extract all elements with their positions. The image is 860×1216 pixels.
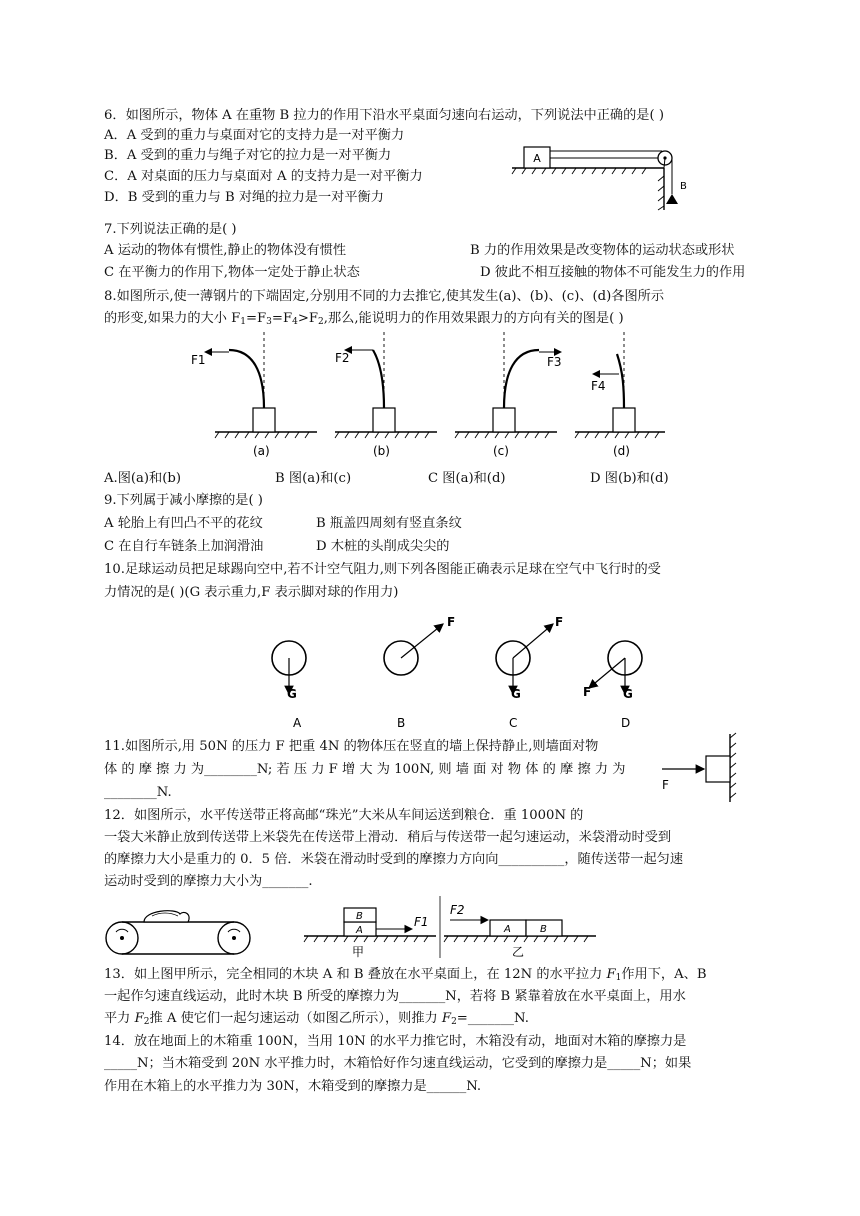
q13-line2: 一起作匀速直线运动，此时木块 B 所受的摩擦力为_______N，若将 B 紧靠着放在水平桌面上，用水 xyxy=(104,989,686,1004)
q13-figure-jia xyxy=(304,908,436,959)
q10-d-g: G xyxy=(623,687,633,701)
q10-label-c: C xyxy=(509,716,518,730)
q10-c-g: G xyxy=(511,687,521,701)
q10-label-a: A xyxy=(293,716,302,730)
q11-wall-figure xyxy=(660,732,740,804)
q9-option-d: D 木桩的头削成尖尖的 xyxy=(316,539,450,554)
q8-option-b: B 图(a)和(c) xyxy=(275,471,352,486)
q13-force-f2: F2 xyxy=(450,903,465,917)
q7-option-d: D 彼此不相互接触的物体不可能发生力的作用 xyxy=(480,265,746,280)
q8-option-c: C 图(a)和(d) xyxy=(428,471,506,486)
q8-force-f3: F3 xyxy=(547,355,562,369)
q9-option-a: A 轮胎上有凹凸不平的花纹 xyxy=(104,516,263,531)
q12-line4: 运动时受到的摩擦力大小为_______. xyxy=(104,874,313,889)
q6-option-a: A．A 受到的重力与桌面对它的支持力是一对平衡力 xyxy=(104,128,405,143)
q12-line2: 一袋大米静止放到传送带上米袋先在传送带上滑动．稍后与传送带一起匀速运动，米袋滑动时受到 xyxy=(104,830,672,845)
q7-stem: 7.下列说法正确的是( ) xyxy=(104,222,237,237)
q6-fig-label-b: B xyxy=(680,181,687,192)
q13-label-yi: 乙 xyxy=(512,945,525,959)
q14-line3: 作用在木箱上的水平推力为 30N，木箱受到的摩擦力是______N. xyxy=(104,1079,482,1094)
q12-line3: 的摩擦力大小是重力的 0．5 倍．米袋在滑动时受到的摩擦力方向向__________，随传送带一起匀速 xyxy=(104,852,684,867)
q7-option-a: A 运动的物体有惯性,静止的物体没有惯性 xyxy=(104,243,347,258)
q13-line1: 13．如上图甲所示，完全相同的木块 A 和 B 叠放在水平桌面上，在 12N 的水平拉力 $F_1$作用下，A、B xyxy=(104,967,707,983)
q13-blocks-figure xyxy=(300,896,760,960)
q13-figure-yi xyxy=(444,903,596,959)
q10-b-f: F xyxy=(447,615,456,629)
q10-stem-line1: 10.足球运动员把足球踢向空中,若不计空气阻力,则下列各图能正确表示足球在空气中飞行时的受 xyxy=(104,562,661,577)
q6-option-b: B．A 受到的重力与绳子对它的拉力是一对平衡力 xyxy=(104,148,392,163)
q14-line2: _____N；当木箱受到 20N 水平推力时，木箱恰好作匀速直线运动，它受到的摩擦力是_____N；如果 xyxy=(104,1056,692,1071)
q7-option-c: C 在平衡力的作用下,物体一定处于静止状态 xyxy=(104,265,360,280)
q13-jia-label-a: A xyxy=(356,925,363,936)
q10-stem-line2: 力情况的是( )(G 表示重力,F 表示脚对球的作用力) xyxy=(104,585,399,600)
q12-conveyor-figure xyxy=(100,898,260,962)
q8-label-a: (a) xyxy=(253,444,270,458)
q8-force-f1: F1 xyxy=(191,353,206,367)
q10-label-d: D xyxy=(621,716,631,730)
q8-figure-d xyxy=(575,332,665,458)
q9-option-c: C 在自行车链条上加润滑油 xyxy=(104,539,264,554)
q8-label-c: (c) xyxy=(493,444,509,458)
q8-figure-a xyxy=(191,332,317,458)
q8-option-d: D 图(b)和(d) xyxy=(590,471,669,486)
q8-force-f2: F2 xyxy=(335,351,350,365)
q10-a-g: G xyxy=(287,687,297,701)
q11-line3: ________N. xyxy=(104,785,172,800)
q8-stem-line2: 的形变,如果力的大小 $F_1=F_3=F_4>F_2$,那么,能说明力的作用效果跟力的方向有关的图是( ) xyxy=(104,311,624,327)
q10-option-d-figure xyxy=(583,641,642,730)
q13-yi-label-a: A xyxy=(504,924,511,935)
q11-line1: 11.如图所示,用 50N 的压力 F 把重 4N 的物体压在竖直的墙上保持静止,则墙面对物 xyxy=(104,739,599,754)
q13-jia-label-b: B xyxy=(356,911,363,922)
q6-stem: 6．如图所示，物体 A 在重物 B 拉力的作用下沿水平桌面匀速向右运动，下列说法中正确的是( ) xyxy=(104,108,664,123)
q13-force-f1: F1 xyxy=(414,915,429,929)
q11-force-f: F xyxy=(662,778,669,792)
q13-line3: 平力 $F_2$推 A 使它们一起匀速运动（如图乙所示），则推力 $F_2=\_\_\_\_\_\_\_N$. xyxy=(104,1011,529,1027)
q9-stem: 9.下列属于减小摩擦的是( ) xyxy=(104,493,263,508)
q10-label-b: B xyxy=(397,716,406,730)
q8-force-f4: F4 xyxy=(591,379,606,393)
q10-force-diagram xyxy=(255,610,665,730)
q8-stem-line1: 8.如图所示,使一薄钢片的下端固定,分别用不同的力去推它,使其发生(a)、(b)、(c)、(d)各图所示 xyxy=(104,289,665,304)
q12-rice-bag xyxy=(144,911,189,922)
q7-option-b: B 力的作用效果是改变物体的运动状态或形状 xyxy=(470,243,735,258)
q9-option-b: B 瓶盖四周刻有竖直条纹 xyxy=(316,516,462,531)
q13-yi-label-b: B xyxy=(540,924,547,935)
q13-label-jia: 甲 xyxy=(352,945,365,959)
q10-d-f: F xyxy=(583,685,592,699)
q8-label-b: (b) xyxy=(373,444,390,458)
q11-block xyxy=(706,756,730,782)
q10-c-f: F xyxy=(555,615,564,629)
q6-pulley-figure xyxy=(512,138,692,210)
q10-option-c-figure xyxy=(496,615,563,730)
q8-label-d: (d) xyxy=(613,444,630,458)
q8-figure-c xyxy=(455,332,562,458)
q6-option-c: C．A 对桌面的压力与桌面对 A 的支持力是一对平衡力 xyxy=(104,169,423,184)
q6-fig-label-a: A xyxy=(533,152,541,165)
q6-option-d: D．B 受到的重力与 B 对绳的拉力是一对平衡力 xyxy=(104,190,384,205)
q10-option-b-figure xyxy=(384,615,455,730)
q8-figure-b xyxy=(335,332,437,458)
q12-line1: 12．如图所示，水平传送带正将高邮“珠光”大米从车间运送到粮仓．重 1000N 的 xyxy=(104,808,584,823)
q8-option-a: A.图(a)和(b) xyxy=(104,471,181,486)
q10-option-a-figure xyxy=(272,641,306,730)
q6-weight-b xyxy=(666,194,678,204)
q11-line2: 体 的 摩 擦 力 为________N; 若 压 力 F 增 大 为 100N, 则 墙 面 对 物 体 的 摩 擦 力 为 xyxy=(104,762,626,777)
q14-line1: 14．放在地面上的木箱重 100N，当用 10N 的水平力推它时，木箱没有动，地面对木箱的摩擦力是 xyxy=(104,1034,687,1049)
q8-steel-strip-figure xyxy=(191,332,665,460)
